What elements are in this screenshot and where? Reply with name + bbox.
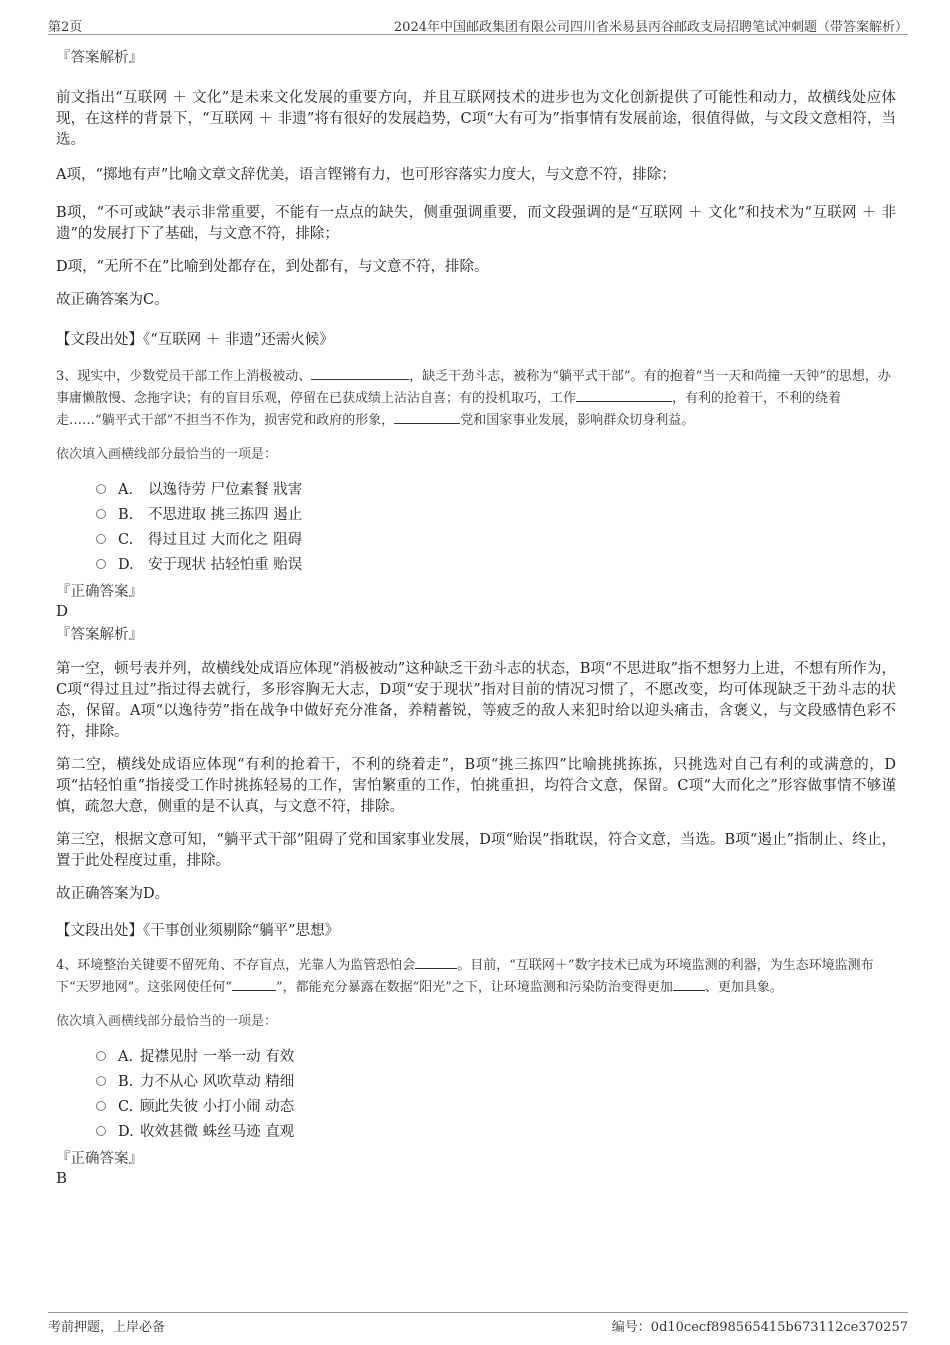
analysis-label: 『答案解析』 [56, 627, 143, 643]
radio-icon[interactable] [96, 1076, 106, 1086]
fill-blank [576, 387, 672, 402]
question-4-options [56, 1045, 896, 1145]
fill-blank [415, 954, 457, 969]
correct-answer: D [56, 602, 69, 620]
fill-blank [232, 976, 276, 991]
page-content [56, 48, 896, 1187]
source-citation: 【文段出处】《“互联网 ＋ 非遗”还需火候》 [56, 332, 334, 348]
final-answer-line: 故正确答案为D。 [56, 886, 170, 902]
option-b[interactable]: B. 力不从心 风吹草动 精细 [96, 1070, 896, 1095]
radio-icon[interactable] [96, 534, 106, 544]
option-d[interactable]: D. 收效甚微 蛛丝马迹 直观 [96, 1120, 896, 1145]
radio-icon[interactable] [96, 559, 106, 569]
analysis-paragraph: 第一空，顿号表并列，故横线处成语应体现“消极被动”这种缺乏干劲斗志的状态，B项“不思进取”指不想努力上进，不想有所作为，C项“得过且过”指过得去就行，多形容胸无大志，D项“安于现状”指对目前的情况习惯了，不愿改变，均可体现缺乏干劲斗志的状态，保留。A项“以逸待劳”指在战争中做好充分准备，养精蓄锐，等疲乏的敌人来犯时给以迎头痛击，含褒义，与文段感情色彩不符，排除。 [56, 661, 896, 740]
analysis-paragraph: 第三空，根据文意可知，“躺平式干部”阻碍了党和国家事业发展，D项“贻误”指耽误，符合文意，当选。B项“遏止”指制止、终止，置于此处程度过重，排除。 [56, 832, 896, 869]
page-footer [48, 1312, 908, 1335]
analysis-paragraph: D项，“无所不在”比喻到处都存在，到处都有，与文意不符，排除。 [56, 259, 489, 275]
radio-icon[interactable] [96, 1126, 106, 1136]
question-4-text: 4、环境整治关键要不留死角、不存盲点，光靠人为监管恐怕会 。目前，“互联网＋”数字技术已成为环境监测的利器，为生态环境监测布下“天罗地网”。这张网使任何“ ”，都能充分暴露在数据“阳光”之下，让环境监测和污染防治变得更加 、更加具象。 [56, 954, 896, 998]
analysis-paragraph: 前文指出“互联网 ＋ 文化”是未来文化发展的重要方向，并且互联网技术的进步也为文化创新提供了可能性和动力，故横线处应体现，在这样的背景下，“互联网 ＋ 非遗”将有很好的发展趋势，C项“大有可为”指事情有发展前途，很值得做，与文段文意相符，当选。 [56, 90, 896, 148]
document-id: 编号：0d10cecf898565415b673112ce370257 [611, 1320, 908, 1335]
page-header [48, 14, 908, 35]
question-3-options [56, 478, 896, 578]
radio-icon[interactable] [96, 1101, 106, 1111]
radio-icon[interactable] [96, 1051, 106, 1061]
radio-icon[interactable] [96, 509, 106, 519]
option-c[interactable]: C. 得过且过 大而化之 阻碍 [96, 528, 896, 553]
fill-blank [311, 365, 409, 380]
analysis-paragraph: A项，“掷地有声”比喻文章文辞优美，语言铿锵有力，也可形容落实力度大，与文意不符，排除； [56, 167, 676, 183]
correct-answer-label: 『正确答案』 [56, 1151, 143, 1167]
option-c[interactable]: C. 顾此失彼 小打小闹 动态 [96, 1095, 896, 1120]
footer-slogan: 考前押题，上岸必备 [48, 1320, 166, 1335]
fill-blank [394, 409, 460, 424]
option-a[interactable]: A． 以逸待劳 尸位素餐 戕害 [96, 478, 896, 503]
option-d[interactable]: D. 安于现状 拈轻怕重 贻误 [96, 553, 896, 578]
page-number: 第2页 [48, 20, 83, 35]
option-b[interactable]: B. 不思进取 挑三拣四 遏止 [96, 503, 896, 528]
correct-answer: B [56, 1169, 68, 1187]
question-prompt: 依次填入画横线部分最恰当的一项是： [56, 447, 278, 462]
radio-icon[interactable] [96, 484, 106, 494]
analysis-paragraph: B项，“不可或缺”表示非常重要，不能有一点点的缺失，侧重强调重要，而文段强调的是“互联网 ＋ 文化”和技术为“互联网 ＋ 非遗”的发展打下了基础，与文意不符，排除； [56, 205, 896, 242]
correct-answer-label: 『正确答案』 [56, 584, 143, 600]
analysis-label: 『答案解析』 [56, 50, 143, 66]
analysis-paragraph: 第二空，横线处成语应体现“有利的抢着干，不利的绕着走”，B项“挑三拣四”比喻挑挑拣拣，只挑选对自己有利的或满意的，D项“拈轻怕重”指接受工作时挑拣轻易的工作，害怕繁重的工作，怕挑重担，均符合文意，保留。C项“大而化之”形容做事情不够谨慎，疏忽大意，侧重的是不认真，与文意不符，排除。 [56, 757, 896, 815]
fill-blank [673, 976, 705, 991]
question-3-text: 3、现实中，少数党员干部工作上消极被动、 ，缺乏干劲斗志，被称为“躺平式干部”。有的抱着“当一天和尚撞一天钟”的思想，办事庸懒散慢、念拖字诀；有的盲目乐观，停留在已获成绩上沾沾自喜；有的投机取巧，工作 ，有利的抢着干，不利的绕着走……“躺平式干部”不担当不作为，损害党和政府的形象， 党和国家事业发展，影响群众切身利益。 [56, 365, 896, 431]
document-title: 2024年中国邮政集团有限公司四川省米易县丙谷邮政支局招聘笔试冲刺题（带答案解析） [393, 20, 908, 35]
final-answer-line: 故正确答案为C。 [56, 292, 169, 308]
option-a[interactable]: A．捉襟见肘 一举一动 有效 [96, 1045, 896, 1070]
question-prompt: 依次填入画横线部分最恰当的一项是： [56, 1014, 278, 1029]
source-citation: 【文段出处】《干事创业须剔除“躺平”思想》 [56, 923, 340, 939]
